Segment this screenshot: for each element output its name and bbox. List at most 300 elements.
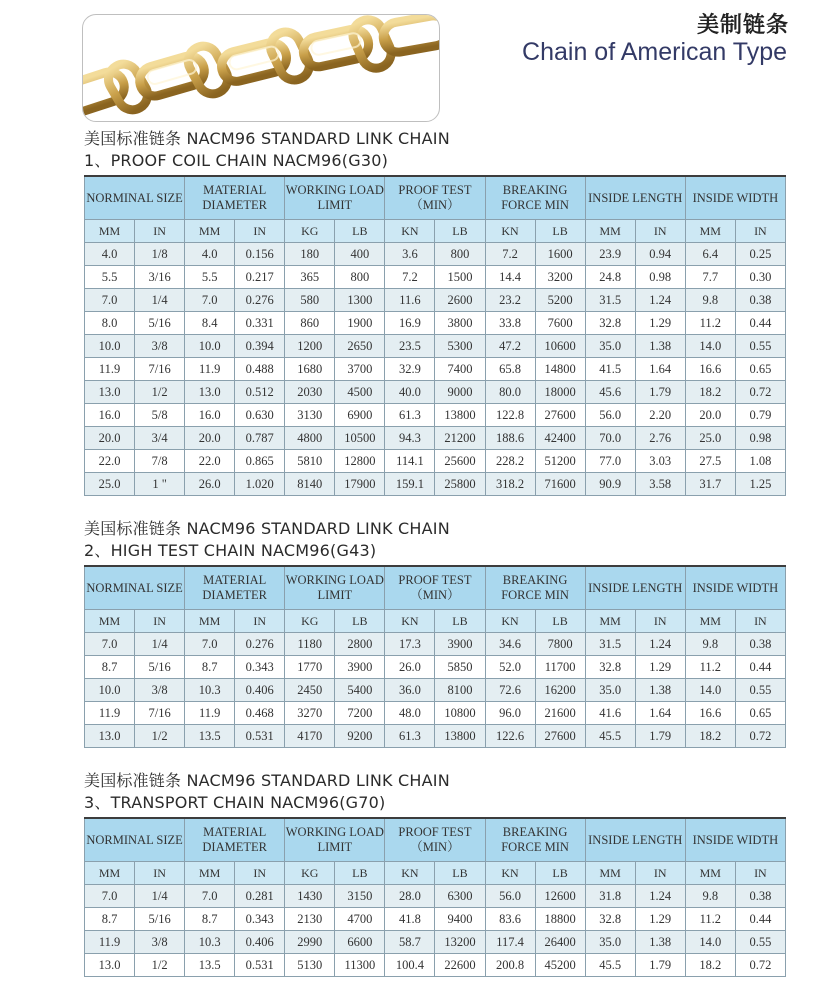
table-cell: 0.276 [235,633,285,656]
column-group-header: NORMINAL SIZE [85,818,185,862]
table-cell: 8.4 [185,312,235,335]
table-cell: 0.394 [235,335,285,358]
table-cell: 8.7 [185,908,235,931]
table-cell: 0.468 [235,702,285,725]
table-cell: 0.217 [235,266,285,289]
table-cell: 27.5 [685,450,735,473]
table-cell: 7.0 [85,289,135,312]
table-cell: 3130 [285,404,335,427]
table-cell: 2130 [285,908,335,931]
table-cell: 11.2 [685,908,735,931]
table-cell: 0.512 [235,381,285,404]
table-cell: 13.0 [85,954,135,977]
table-cell: 10.3 [185,679,235,702]
table-cell: 0.281 [235,885,285,908]
spec-table-proof-coil [84,175,786,496]
unit-header-row [85,610,786,633]
table-cell: 0.65 [735,358,785,381]
table-cell: 5200 [535,289,585,312]
table-cell: 0.276 [235,289,285,312]
table-cell: 7800 [535,633,585,656]
table-cell: 17900 [335,473,385,496]
column-group-header: BREAKING FORCE MIN [485,176,585,220]
table-cell: 25800 [435,473,485,496]
table-row [85,358,786,381]
table-cell: 1.25 [735,473,785,496]
table-row [85,931,786,954]
table-cell: 0.343 [235,656,285,679]
table-row [85,335,786,358]
table-cell: 28.0 [385,885,435,908]
table-cell: 8.7 [185,656,235,679]
table-cell: 365 [285,266,335,289]
table-row [85,289,786,312]
table-cell: 26.0 [385,656,435,679]
column-group-header: WORKING LOAD LIMIT [285,818,385,862]
table-cell: 0.531 [235,725,285,748]
table-cell: 11.6 [385,289,435,312]
table-cell: 6900 [335,404,385,427]
table-cell: 0.38 [735,633,785,656]
table-cell: 20.0 [85,427,135,450]
table-cell: 3200 [535,266,585,289]
unit-header: MM [685,220,735,243]
column-group-header: PROOF TEST （MIN） [385,176,485,220]
table-cell: 48.0 [385,702,435,725]
table-cell: 26.0 [185,473,235,496]
table-cell: 7.2 [485,243,535,266]
unit-header: KN [385,610,435,633]
spec-table-high-test [84,565,786,748]
table-cell: 23.2 [485,289,535,312]
table-cell: 5130 [285,954,335,977]
table-cell: 3.6 [385,243,435,266]
table-cell: 1180 [285,633,335,656]
unit-header: MM [85,220,135,243]
table-cell: 7600 [535,312,585,335]
table-cell: 0.331 [235,312,285,335]
table-cell: 114.1 [385,450,435,473]
table-cell: 5/16 [135,312,185,335]
table-cell: 7.0 [185,289,235,312]
table-cell: 31.7 [685,473,735,496]
table-cell: 11.9 [185,702,235,725]
unit-header: KN [485,610,535,633]
table-cell: 1 " [135,473,185,496]
table-cell: 0.406 [235,931,285,954]
table-cell: 35.0 [585,679,635,702]
table-cell: 9000 [435,381,485,404]
spec-table-transport [84,817,786,977]
table-cell: 45200 [535,954,585,977]
table-cell: 32.8 [585,312,635,335]
table-cell: 7200 [335,702,385,725]
column-group-header: NORMINAL SIZE [85,566,185,610]
table-cell: 0.38 [735,289,785,312]
column-group-header: WORKING LOAD LIMIT [285,176,385,220]
table-cell: 27600 [535,404,585,427]
table-cell: 10800 [435,702,485,725]
table-cell: 2600 [435,289,485,312]
table-cell: 0.30 [735,266,785,289]
table-cell: 4170 [285,725,335,748]
table-cell: 1.24 [635,633,685,656]
table-cell: 0.72 [735,725,785,748]
table-cell: 13800 [435,404,485,427]
table-cell: 11.9 [85,358,135,381]
column-group-header: INSIDE LENGTH [585,818,685,862]
column-group-header: MATERIAL DIAMETER [185,818,285,862]
table-cell: 200.8 [485,954,535,977]
table-cell: 7.0 [185,633,235,656]
unit-header: IN [735,610,785,633]
table-cell: 7.2 [385,266,435,289]
table-cell: 14.0 [685,931,735,954]
table-cell: 1.29 [635,656,685,679]
table-cell: 11.2 [685,656,735,679]
table-cell: 3/8 [135,931,185,954]
table-cell: 14.0 [685,679,735,702]
unit-header: LB [535,610,585,633]
unit-header: LB [335,220,385,243]
table-cell: 1/2 [135,954,185,977]
column-group-header: WORKING LOAD LIMIT [285,566,385,610]
unit-header: LB [535,862,585,885]
table-cell: 10500 [335,427,385,450]
table-cell: 0.94 [635,243,685,266]
table-cell: 71600 [535,473,585,496]
table-cell: 0.65 [735,702,785,725]
unit-header: MM [185,862,235,885]
column-group-header: PROOF TEST （MIN） [385,566,485,610]
table-row [85,656,786,679]
table-cell: 27600 [535,725,585,748]
unit-header: MM [585,610,635,633]
page-title-en: Chain of American Type [522,38,787,66]
table-cell: 5300 [435,335,485,358]
column-group-header-row [85,566,786,610]
table-cell: 860 [285,312,335,335]
table-cell: 1.38 [635,335,685,358]
table-row [85,679,786,702]
table-cell: 56.0 [585,404,635,427]
unit-header: LB [335,610,385,633]
table-cell: 13800 [435,725,485,748]
table-row [85,633,786,656]
table-row [85,312,786,335]
table-cell: 18800 [535,908,585,931]
table-cell: 52.0 [485,656,535,679]
table-cell: 51200 [535,450,585,473]
column-group-header: INSIDE LENGTH [585,176,685,220]
table-row [85,908,786,931]
table-cell: 10.0 [85,679,135,702]
table-cell: 180 [285,243,335,266]
section-subheading: 2、HIGH TEST CHAIN NACM96(G43) [84,541,377,560]
table-cell: 22.0 [85,450,135,473]
table-cell: 3900 [335,656,385,679]
table-cell: 0.72 [735,954,785,977]
table-cell: 33.8 [485,312,535,335]
table-cell: 2.20 [635,404,685,427]
table-cell: 0.488 [235,358,285,381]
table-cell: 83.6 [485,908,535,931]
table-cell: 1.64 [635,702,685,725]
unit-header: KG [285,610,335,633]
table-cell: 580 [285,289,335,312]
table-cell: 0.55 [735,679,785,702]
table-cell: 10.0 [85,335,135,358]
unit-header-row [85,220,786,243]
unit-header: IN [135,220,185,243]
table-cell: 8100 [435,679,485,702]
table-cell: 32.8 [585,656,635,679]
table-cell: 77.0 [585,450,635,473]
table-row [85,450,786,473]
table-cell: 17.3 [385,633,435,656]
table-cell: 13.0 [185,381,235,404]
unit-header: IN [235,220,285,243]
page-title-cn: 美制链条 [696,13,789,38]
table-cell: 20.0 [185,427,235,450]
table-cell: 1.29 [635,312,685,335]
table-cell: 7.0 [85,885,135,908]
table-cell: 0.787 [235,427,285,450]
table-cell: 1.08 [735,450,785,473]
table-cell: 25.0 [85,473,135,496]
table-cell: 8.7 [85,908,135,931]
table-cell: 1600 [535,243,585,266]
table-cell: 1500 [435,266,485,289]
table-cell: 4.0 [185,243,235,266]
table-cell: 26400 [535,931,585,954]
table-cell: 1/4 [135,633,185,656]
table-cell: 3/4 [135,427,185,450]
table-cell: 41.6 [585,702,635,725]
table-cell: 61.3 [385,725,435,748]
table-cell: 0.531 [235,954,285,977]
table-cell: 3700 [335,358,385,381]
table-cell: 14.0 [685,335,735,358]
table-cell: 7/8 [135,450,185,473]
section-transport [84,770,786,977]
table-cell: 3.03 [635,450,685,473]
section-subheading: 3、TRANSPORT CHAIN NACM96(G70) [84,793,386,812]
table-cell: 18.2 [685,381,735,404]
table-cell: 8140 [285,473,335,496]
table-cell: 22600 [435,954,485,977]
table-cell: 56.0 [485,885,535,908]
table-cell: 16200 [535,679,585,702]
table-row [85,885,786,908]
column-group-header: INSIDE WIDTH [685,818,785,862]
chain-illustration [83,15,439,121]
table-cell: 800 [335,266,385,289]
column-group-header: NORMINAL SIZE [85,176,185,220]
table-cell: 5400 [335,679,385,702]
unit-header: IN [135,610,185,633]
section-heading: 美国标准链条 NACM96 STANDARD LINK CHAIN [84,771,450,790]
table-cell: 4800 [285,427,335,450]
table-cell: 3270 [285,702,335,725]
table-cell: 47.2 [485,335,535,358]
table-cell: 25.0 [685,427,735,450]
unit-header: KN [485,220,535,243]
unit-header: MM [85,862,135,885]
table-row [85,473,786,496]
table-cell: 45.5 [585,725,635,748]
table-row [85,702,786,725]
column-group-header: INSIDE LENGTH [585,566,685,610]
section-subheading: 1、PROOF COIL CHAIN NACM96(G30) [84,151,389,170]
table-cell: 11700 [535,656,585,679]
table-cell: 9.8 [685,633,735,656]
table-cell: 42400 [535,427,585,450]
table-cell: 61.3 [385,404,435,427]
table-cell: 188.6 [485,427,535,450]
table-cell: 0.38 [735,885,785,908]
table-cell: 1200 [285,335,335,358]
table-cell: 32.9 [385,358,435,381]
unit-header: MM [185,610,235,633]
table-cell: 117.4 [485,931,535,954]
table-cell: 3150 [335,885,385,908]
table-cell: 5/8 [135,404,185,427]
table-cell: 5810 [285,450,335,473]
table-cell: 228.2 [485,450,535,473]
table-cell: 41.5 [585,358,635,381]
table-row [85,404,786,427]
column-group-header: INSIDE WIDTH [685,176,785,220]
table-cell: 0.343 [235,908,285,931]
table-cell: 31.5 [585,289,635,312]
table-cell: 16.6 [685,702,735,725]
table-cell: 0.156 [235,243,285,266]
table-cell: 8.7 [85,656,135,679]
table-cell: 1/4 [135,289,185,312]
unit-header: IN [235,610,285,633]
column-group-header-row [85,818,786,862]
table-cell: 70.0 [585,427,635,450]
table-cell: 4500 [335,381,385,404]
table-cell: 11.2 [685,312,735,335]
table-cell: 400 [335,243,385,266]
table-row [85,266,786,289]
unit-header: MM [85,610,135,633]
table-cell: 35.0 [585,335,635,358]
table-cell: 23.9 [585,243,635,266]
table-cell: 0.25 [735,243,785,266]
table-cell: 1300 [335,289,385,312]
table-cell: 12600 [535,885,585,908]
table-cell: 45.5 [585,954,635,977]
table-cell: 21600 [535,702,585,725]
unit-header-row [85,862,786,885]
table-row [85,381,786,404]
table-cell: 1/8 [135,243,185,266]
table-cell: 32.8 [585,908,635,931]
table-cell: 1.38 [635,679,685,702]
unit-header: MM [585,862,635,885]
column-group-header: PROOF TEST （MIN） [385,818,485,862]
table-cell: 0.55 [735,931,785,954]
table-cell: 7.0 [85,633,135,656]
unit-header: IN [735,220,785,243]
unit-header: IN [635,220,685,243]
unit-header: MM [185,220,235,243]
table-cell: 2650 [335,335,385,358]
table-cell: 58.7 [385,931,435,954]
table-cell: 13200 [435,931,485,954]
table-cell: 5850 [435,656,485,679]
table-cell: 159.1 [385,473,435,496]
table-cell: 0.72 [735,381,785,404]
table-cell: 9400 [435,908,485,931]
table-cell: 318.2 [485,473,535,496]
table-cell: 21200 [435,427,485,450]
table-cell: 1430 [285,885,335,908]
column-group-header: MATERIAL DIAMETER [185,176,285,220]
unit-header: KN [385,862,435,885]
table-cell: 2450 [285,679,335,702]
table-cell: 4.0 [85,243,135,266]
table-cell: 0.44 [735,908,785,931]
table-cell: 2800 [335,633,385,656]
table-cell: 5/16 [135,656,185,679]
section-heading: 美国标准链条 NACM96 STANDARD LINK CHAIN [84,519,450,538]
table-cell: 0.44 [735,312,785,335]
unit-header: MM [585,220,635,243]
table-cell: 1.24 [635,885,685,908]
table-cell: 1.79 [635,954,685,977]
unit-header: KN [485,862,535,885]
table-cell: 2030 [285,381,335,404]
table-cell: 122.8 [485,404,535,427]
unit-header: LB [435,610,485,633]
table-cell: 1.64 [635,358,685,381]
table-cell: 0.55 [735,335,785,358]
table-cell: 1900 [335,312,385,335]
table-cell: 1.79 [635,725,685,748]
table-cell: 23.5 [385,335,435,358]
table-cell: 12800 [335,450,385,473]
table-cell: 1.79 [635,381,685,404]
table-cell: 9.8 [685,885,735,908]
table-cell: 16.0 [185,404,235,427]
table-cell: 14.4 [485,266,535,289]
table-cell: 41.8 [385,908,435,931]
table-cell: 11.9 [85,702,135,725]
unit-header: IN [635,862,685,885]
table-cell: 0.865 [235,450,285,473]
table-cell: 11.9 [85,931,135,954]
table-cell: 7/16 [135,702,185,725]
table-row [85,954,786,977]
unit-header: KN [385,220,435,243]
table-cell: 31.8 [585,885,635,908]
unit-header: IN [235,862,285,885]
table-cell: 14800 [535,358,585,381]
table-cell: 2.76 [635,427,685,450]
table-cell: 1/2 [135,725,185,748]
unit-header: KG [285,862,335,885]
table-cell: 5.5 [85,266,135,289]
column-group-header: BREAKING FORCE MIN [485,566,585,610]
table-cell: 9200 [335,725,385,748]
column-group-header: INSIDE WIDTH [685,566,785,610]
table-cell: 0.44 [735,656,785,679]
table-cell: 13.5 [185,725,235,748]
